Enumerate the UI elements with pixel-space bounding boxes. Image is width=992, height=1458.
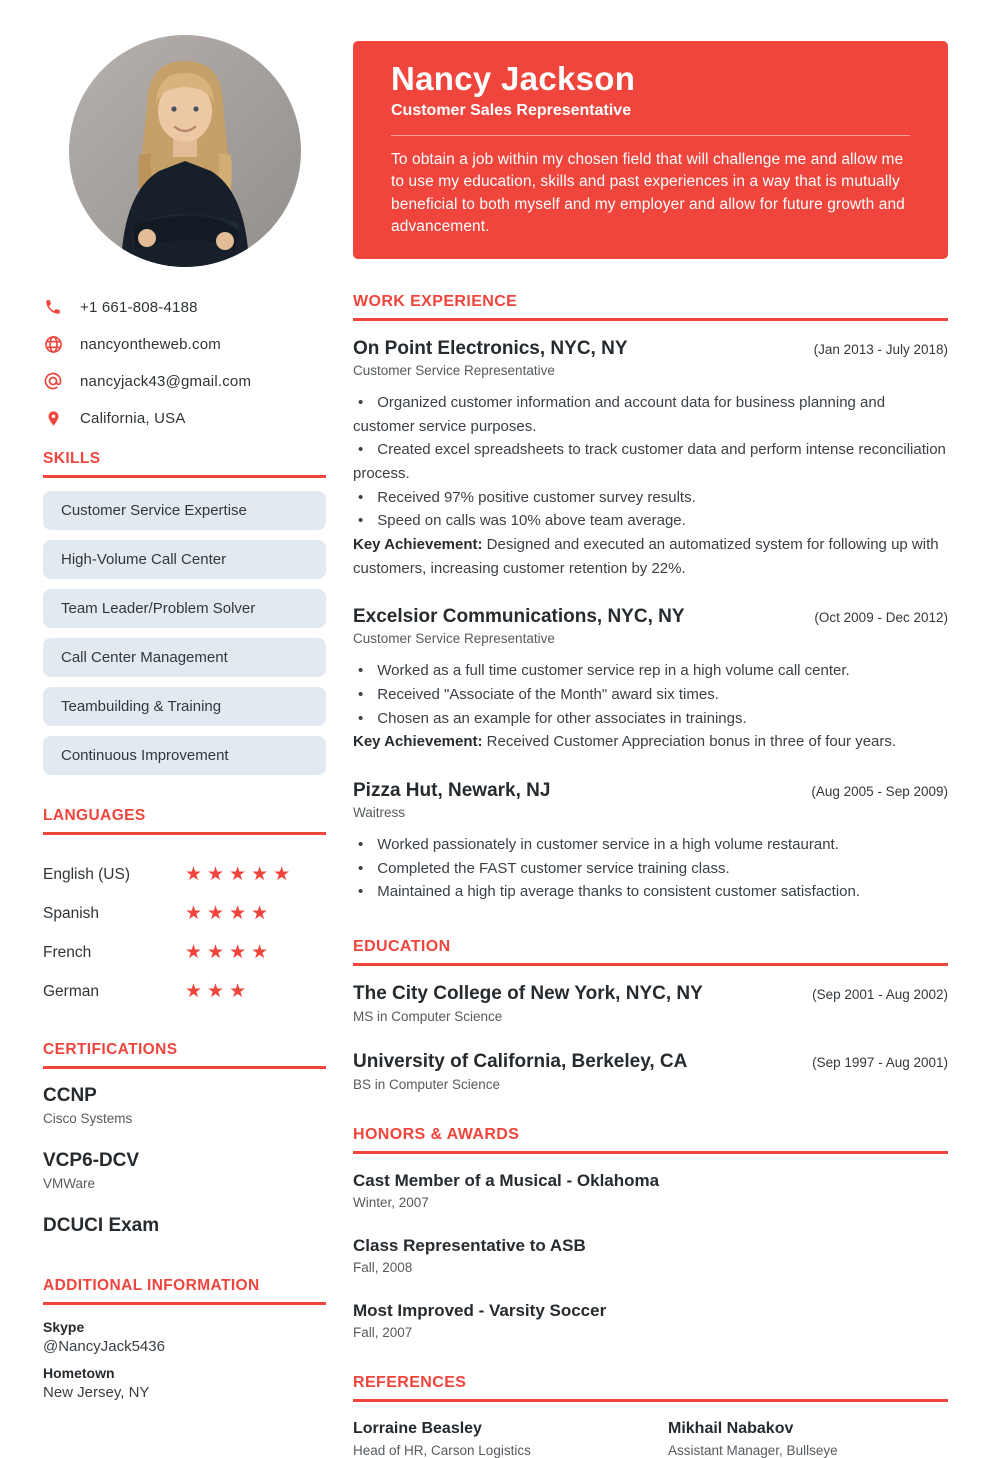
additional-info-label: Skype: [43, 1319, 85, 1335]
location-row: [43, 408, 326, 428]
job-bullet: [353, 438, 948, 485]
key-achievement-text: Received Customer Appreciation bonus in three of four years.: [482, 733, 897, 751]
languages-section: [43, 807, 326, 1011]
job-bullet: [353, 486, 948, 510]
job-dates: (Aug 2005 - Sep 2009): [811, 784, 948, 800]
honor-entry: [353, 1236, 948, 1275]
phone-number: +1 661-808-4188: [80, 298, 198, 316]
job-header: [353, 338, 948, 360]
certification-org: Cisco Systems: [43, 1111, 133, 1126]
education-degree: MS in Computer Science: [353, 1009, 503, 1025]
bullet-text: Chosen as an example for other associates in trainings.: [377, 709, 747, 727]
bullet-dot-icon: •: [358, 709, 364, 727]
job-role: Customer Service Representative: [353, 631, 555, 647]
honors-section: [353, 1126, 948, 1340]
certifications-divider: [43, 1066, 326, 1069]
additional-info-list: [43, 1319, 326, 1401]
job-company: Pizza Hut, Newark, NJ: [353, 780, 551, 802]
languages-divider: [43, 832, 326, 835]
person-name: Nancy Jackson: [391, 60, 636, 97]
job-bullet: [353, 707, 948, 731]
education-degree: BS in Computer Science: [353, 1077, 501, 1093]
honors-heading: HONORS & AWARDS: [353, 1126, 520, 1144]
bullet-dot-icon: •: [358, 662, 364, 680]
hero-divider: [391, 135, 910, 136]
skill-pill: Continuous Improvement: [43, 736, 326, 775]
job-bullet-list: [353, 659, 948, 730]
bullet-dot-icon: •: [358, 836, 364, 854]
email-at-icon: [43, 371, 63, 391]
reference-name: Mikhail Nabakov: [668, 1420, 794, 1438]
person-job-title: Customer Sales Representative: [391, 101, 632, 119]
certifications-heading: CERTIFICATIONS: [43, 1041, 178, 1058]
education-dates: (Sep 2001 - Aug 2002): [812, 987, 948, 1003]
additional-info-item: [43, 1319, 326, 1355]
additional-info-heading: ADDITIONAL INFORMATION: [43, 1277, 260, 1294]
skills-list: [43, 491, 326, 775]
honor-entry: [353, 1301, 948, 1340]
language-name: German: [43, 982, 99, 1000]
bullet-dot-icon: •: [358, 859, 364, 877]
education-school: University of California, Berkeley, CA: [353, 1051, 688, 1073]
work-experience-section: [353, 293, 948, 904]
additional-info-item: [43, 1365, 326, 1401]
key-achievement-label: Key Achievement:: [353, 733, 483, 751]
email-row: [43, 371, 326, 391]
additional-info-value: New Jersey, NY: [43, 1384, 150, 1401]
bullet-text: Maintained a high tip average thanks to consistent customer satisfaction.: [377, 883, 861, 901]
reference-entry: [668, 1420, 948, 1458]
main-content: [353, 41, 948, 1458]
phone-row: [43, 297, 326, 317]
job-entry: [353, 780, 948, 904]
additional-info-divider: [43, 1302, 326, 1305]
job-role: Waitress: [353, 805, 406, 821]
bullet-text: Speed on calls was 10% above team average.: [377, 512, 686, 530]
language-star-rating: ★★★★★: [185, 864, 296, 885]
key-achievement-text: Designed and executed an automatized system for following up with customers, increasing customer retention by 22%.: [353, 535, 939, 577]
bullet-text: Received 97% positive customer survey results.: [377, 488, 696, 506]
objective-text: To obtain a job within my chosen field that will challenge me and allow me to use my education, skills and past experiences in a way that is mutually beneficial to both myself and my employer and allow for future growth and advancement.: [391, 150, 905, 236]
language-star-rating: ★★★★: [185, 942, 274, 963]
reference-role: Assistant Manager, Bullseye: [668, 1443, 838, 1458]
certification-org: VMWare: [43, 1176, 96, 1191]
language-row: [43, 855, 326, 894]
reference-name: Lorraine Beasley: [353, 1420, 482, 1438]
key-achievement-label: Key Achievement:: [353, 535, 483, 553]
email-address: nancyjack43@gmail.com: [80, 372, 252, 390]
references-divider: [353, 1399, 948, 1402]
certification-item: [43, 1215, 326, 1237]
job-header: [353, 780, 948, 802]
work-experience-divider: [353, 318, 948, 321]
name-header: [353, 41, 948, 259]
references-heading: REFERENCES: [353, 1374, 467, 1392]
bullet-text: Received "Associate of the Month" award six times.: [377, 686, 719, 703]
additional-info-label: Hometown: [43, 1365, 115, 1381]
honor-entry: [353, 1171, 948, 1210]
bullet-dot-icon: •: [358, 512, 364, 530]
education-entry: [353, 983, 948, 1024]
education-divider: [353, 963, 948, 966]
reference-entry: [353, 1420, 668, 1458]
education-school: The City College of New York, NYC, NY: [353, 983, 703, 1005]
honor-date: Winter, 2007: [353, 1195, 429, 1211]
skill-pill: High-Volume Call Center: [43, 540, 326, 579]
job-bullet: [353, 833, 948, 857]
certifications-list: [43, 1085, 326, 1237]
bullet-text: Worked as a full time customer service rep in a high volume call center.: [377, 662, 850, 680]
location-pin-icon: [43, 408, 63, 428]
certification-item: [43, 1150, 326, 1191]
language-star-rating: ★★★★: [185, 903, 274, 924]
honors-divider: [353, 1151, 948, 1154]
job-bullet-list: [353, 391, 948, 533]
job-bullet: [353, 391, 948, 438]
languages-heading: LANGUAGES: [43, 807, 146, 824]
job-bullet-list: [353, 833, 948, 904]
bullet-text: Created excel spreadsheets to track customer data and perform intense reconciliation process.: [353, 441, 946, 482]
skill-pill: Customer Service Expertise: [43, 491, 326, 530]
language-star-rating: ★★★: [185, 981, 252, 1002]
skill-pill: Team Leader/Problem Solver: [43, 589, 326, 628]
job-role: Customer Service Representative: [353, 362, 555, 378]
certification-name: VCP6-DCV: [43, 1150, 140, 1171]
job-entry: [353, 606, 948, 754]
bullet-text: Completed the FAST customer service training class.: [377, 859, 730, 877]
job-bullet: [353, 683, 948, 707]
profile-photo: [69, 35, 301, 267]
key-achievement: [353, 730, 948, 754]
job-bullet: [353, 509, 948, 533]
bullet-dot-icon: •: [358, 441, 364, 459]
languages-list: [43, 855, 326, 1011]
skills-divider: [43, 475, 326, 478]
bullet-dot-icon: •: [358, 686, 364, 703]
language-name: French: [43, 943, 92, 961]
language-name: English (US): [43, 865, 130, 883]
bullet-text: Worked passionately in customer service in a high volume restaurant.: [377, 836, 839, 854]
contact-list: [43, 297, 326, 428]
profile-photo-illustration: [69, 35, 301, 267]
sidebar: [43, 35, 326, 1411]
additional-info-section: [43, 1277, 326, 1401]
work-experience-heading: WORK EXPERIENCE: [353, 292, 518, 310]
website-url: nancyontheweb.com: [80, 335, 221, 353]
job-bullet: [353, 857, 948, 881]
job-dates: (Jan 2013 - July 2018): [813, 341, 948, 357]
honor-title: Most Improved - Varsity Soccer: [353, 1301, 607, 1321]
additional-info-value: @NancyJack5436: [43, 1338, 165, 1355]
job-bullet: [353, 880, 948, 904]
language-row: [43, 894, 326, 933]
education-header: [353, 983, 948, 1005]
job-company: Excelsior Communications, NYC, NY: [353, 606, 685, 628]
bullet-dot-icon: •: [358, 883, 364, 901]
education-dates: (Sep 1997 - Aug 2001): [812, 1055, 948, 1071]
skills-heading: SKILLS: [43, 450, 101, 467]
honor-title: Cast Member of a Musical - Oklahoma: [353, 1171, 660, 1191]
language-row: [43, 972, 326, 1011]
key-achievement: [353, 533, 948, 580]
reference-role: Head of HR, Carson Logistics: [353, 1443, 531, 1458]
skills-section: [43, 450, 326, 775]
certification-item: [43, 1085, 326, 1126]
skill-pill: Teambuilding & Training: [43, 687, 326, 726]
education-header: [353, 1051, 948, 1073]
job-header: [353, 606, 948, 628]
education-heading: EDUCATION: [353, 938, 451, 956]
language-name: Spanish: [43, 904, 100, 922]
certifications-section: [43, 1041, 326, 1237]
language-row: [43, 933, 326, 972]
education-section: [353, 938, 948, 1092]
job-bullet: [353, 659, 948, 683]
job-company: On Point Electronics, NYC, NY: [353, 337, 628, 359]
education-entry: [353, 1051, 948, 1092]
honor-date: Fall, 2008: [353, 1260, 413, 1276]
bullet-dot-icon: •: [358, 393, 364, 411]
bullet-text: Organized customer information and account data for business planning and customer service purposes.: [353, 393, 886, 435]
references-list: [353, 1420, 948, 1458]
skill-pill: Call Center Management: [43, 638, 326, 677]
honor-title: Class Representative to ASB: [353, 1236, 586, 1256]
certification-name: DCUCI Exam: [43, 1215, 160, 1236]
location-text: California, USA: [80, 409, 186, 427]
globe-icon: [43, 334, 63, 354]
job-dates: (Oct 2009 - Dec 2012): [814, 610, 948, 626]
references-section: [353, 1374, 948, 1458]
bullet-dot-icon: •: [358, 488, 364, 506]
certification-name: CCNP: [43, 1085, 97, 1106]
website-row: [43, 334, 326, 354]
phone-icon: [43, 297, 63, 317]
job-entry: [353, 338, 948, 581]
honor-date: Fall, 2007: [353, 1325, 413, 1341]
